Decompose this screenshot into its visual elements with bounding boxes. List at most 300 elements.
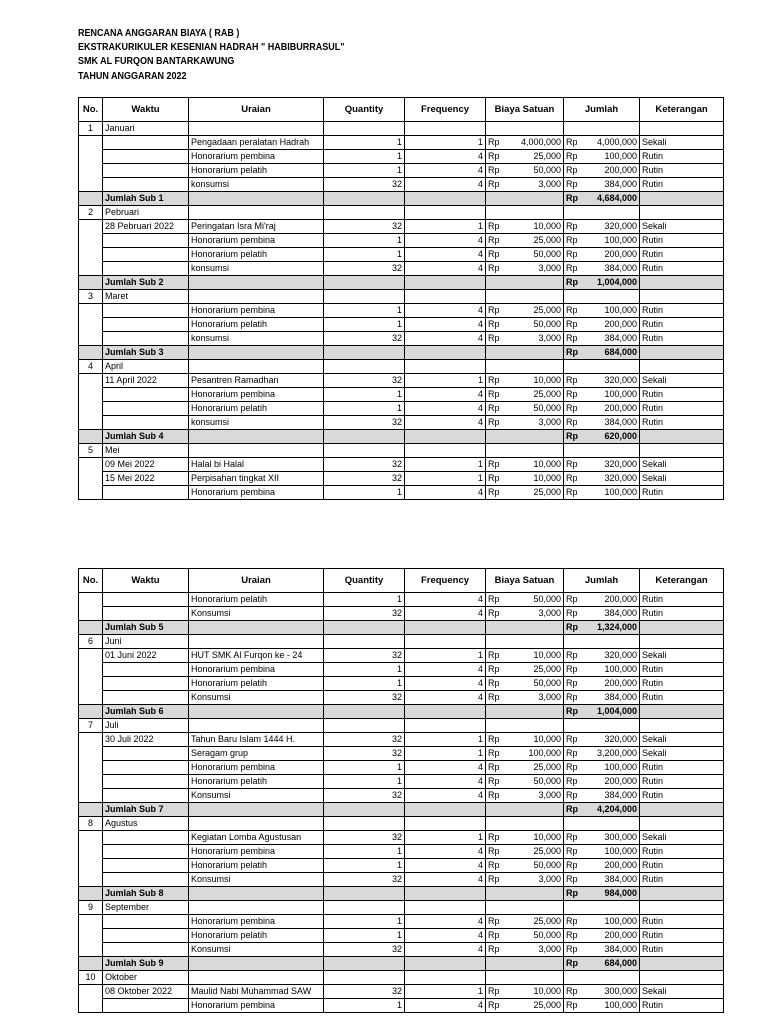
month-row (79, 817, 724, 831)
row-keterangan: Rutin (640, 402, 724, 416)
row-frequency: 1 (405, 472, 486, 486)
currency-label: Rp (486, 999, 500, 1013)
row-uraian: Konsumsi (189, 607, 324, 621)
budget-table-2 (78, 568, 724, 1013)
row-quantity: 1 (324, 402, 405, 416)
table-row (79, 388, 724, 402)
row-quantity: 1 (324, 164, 405, 178)
empty-cell (324, 122, 405, 136)
table-row (79, 262, 724, 276)
empty-cell (564, 290, 578, 304)
empty-cell (486, 192, 500, 206)
row-no (79, 859, 103, 873)
row-biaya-satuan: 50,000 (500, 775, 564, 789)
subtotal-label: Jumlah Sub 7 (103, 803, 189, 817)
empty-cell (189, 803, 324, 817)
row-no (79, 831, 103, 845)
currency-label: Rp (486, 458, 500, 472)
row-biaya-satuan: 25,000 (500, 999, 564, 1013)
row-biaya-satuan: 3,000 (500, 416, 564, 430)
row-no (79, 136, 103, 150)
row-jumlah: 200,000 (578, 248, 640, 262)
col-keterangan: Keterangan (640, 98, 724, 122)
row-biaya-satuan: 25,000 (500, 388, 564, 402)
row-jumlah: 100,000 (578, 845, 640, 859)
month-row (79, 901, 724, 915)
month-name: Oktober (103, 971, 189, 985)
empty-cell (578, 635, 640, 649)
row-biaya-satuan: 3,000 (500, 607, 564, 621)
row-no (79, 304, 103, 318)
empty-cell (578, 290, 640, 304)
empty-cell (564, 206, 578, 220)
row-waktu (103, 873, 189, 887)
currency-label: Rp (486, 374, 500, 388)
row-keterangan: Sekali (640, 374, 724, 388)
row-jumlah: 384,000 (578, 262, 640, 276)
currency-label: Rp (564, 803, 578, 817)
currency-label: Rp (564, 318, 578, 332)
empty-cell (500, 290, 564, 304)
empty-cell (500, 971, 564, 985)
subtotal-label: Jumlah Sub 4 (103, 430, 189, 444)
row-quantity: 32 (324, 733, 405, 747)
row-frequency: 1 (405, 374, 486, 388)
row-frequency: 4 (405, 304, 486, 318)
table-row (79, 178, 724, 192)
empty-cell (405, 276, 486, 290)
empty-cell (486, 430, 500, 444)
row-biaya-satuan: 50,000 (500, 859, 564, 873)
currency-label: Rp (564, 607, 578, 621)
currency-label: Rp (486, 607, 500, 621)
empty-cell (564, 635, 578, 649)
row-frequency: 4 (405, 775, 486, 789)
row-jumlah: 320,000 (578, 472, 640, 486)
subtotal-row (79, 887, 724, 901)
currency-label: Rp (486, 234, 500, 248)
table-row (79, 789, 724, 803)
row-waktu (103, 607, 189, 621)
currency-label: Rp (564, 845, 578, 859)
row-keterangan: Rutin (640, 845, 724, 859)
row-no (79, 761, 103, 775)
table-row (79, 136, 724, 150)
subtotal-label: Jumlah Sub 9 (103, 957, 189, 971)
row-frequency: 4 (405, 677, 486, 691)
empty-cell (640, 122, 724, 136)
empty-cell (640, 206, 724, 220)
row-waktu: 01 Juni 2022 (103, 649, 189, 663)
currency-label: Rp (564, 915, 578, 929)
row-uraian: Honorarium pembina (189, 304, 324, 318)
empty-cell (500, 360, 564, 374)
currency-label: Rp (564, 402, 578, 416)
col-quantity: Quantity (324, 98, 405, 122)
empty-cell (640, 276, 724, 290)
row-uraian: HUT SMK Al Furqon ke - 24 (189, 649, 324, 663)
row-frequency: 4 (405, 262, 486, 276)
empty-cell (405, 290, 486, 304)
row-jumlah: 384,000 (578, 607, 640, 621)
row-waktu (103, 248, 189, 262)
row-quantity: 1 (324, 234, 405, 248)
col-uraian: Uraian (189, 98, 324, 122)
row-no (79, 220, 103, 234)
empty-cell (578, 817, 640, 831)
month-number: 7 (79, 719, 103, 733)
table-row (79, 164, 724, 178)
currency-label: Rp (486, 873, 500, 887)
row-biaya-satuan: 3,000 (500, 943, 564, 957)
table-row (79, 416, 724, 430)
subtotal-amount: 4,684,000 (578, 192, 640, 206)
empty-cell (500, 444, 564, 458)
row-uraian: Pengadaan peralatan Hadrah (189, 136, 324, 150)
row-waktu (103, 388, 189, 402)
row-no (79, 677, 103, 691)
month-name: Maret (103, 290, 189, 304)
row-frequency: 1 (405, 649, 486, 663)
currency-label: Rp (564, 649, 578, 663)
row-biaya-satuan: 50,000 (500, 318, 564, 332)
row-no (79, 388, 103, 402)
col-biaya-satuan: Biaya Satuan (486, 569, 564, 593)
row-quantity: 1 (324, 915, 405, 929)
row-no (79, 621, 103, 635)
row-quantity: 32 (324, 607, 405, 621)
row-keterangan: Rutin (640, 915, 724, 929)
empty-cell (189, 817, 324, 831)
table-row (79, 845, 724, 859)
row-waktu (103, 318, 189, 332)
row-quantity: 1 (324, 761, 405, 775)
row-frequency: 4 (405, 178, 486, 192)
row-waktu (103, 178, 189, 192)
empty-cell (640, 803, 724, 817)
currency-label: Rp (564, 873, 578, 887)
row-quantity: 32 (324, 943, 405, 957)
row-waktu (103, 136, 189, 150)
table-header-row (79, 569, 724, 593)
col-frequency: Frequency (405, 98, 486, 122)
empty-cell (640, 887, 724, 901)
row-uraian: Konsumsi (189, 789, 324, 803)
row-uraian: Perpisahan tingkat XII (189, 472, 324, 486)
currency-label: Rp (486, 416, 500, 430)
row-biaya-satuan: 25,000 (500, 761, 564, 775)
empty-cell (324, 957, 405, 971)
empty-cell (486, 206, 500, 220)
col-waktu: Waktu (103, 98, 189, 122)
table-row (79, 486, 724, 500)
empty-cell (640, 957, 724, 971)
currency-label: Rp (486, 649, 500, 663)
row-uraian: Maulid Nabi Muhammad SAW (189, 985, 324, 999)
currency-label: Rp (486, 318, 500, 332)
table-row (79, 985, 724, 999)
row-no (79, 663, 103, 677)
empty-cell (189, 705, 324, 719)
row-frequency: 4 (405, 164, 486, 178)
empty-cell (640, 901, 724, 915)
empty-cell (640, 971, 724, 985)
row-no (79, 346, 103, 360)
row-waktu (103, 691, 189, 705)
currency-label: Rp (486, 747, 500, 761)
row-frequency: 1 (405, 747, 486, 761)
table-row (79, 929, 724, 943)
row-no (79, 192, 103, 206)
currency-label: Rp (564, 388, 578, 402)
row-waktu: 08 Oktober 2022 (103, 985, 189, 999)
row-quantity: 1 (324, 775, 405, 789)
row-uraian: Honorarium pelatih (189, 929, 324, 943)
row-jumlah: 200,000 (578, 593, 640, 607)
empty-cell (405, 817, 486, 831)
empty-cell (189, 192, 324, 206)
empty-cell (324, 817, 405, 831)
budget-year: TAHUN ANGGARAN 2022 (78, 70, 187, 82)
row-waktu (103, 747, 189, 761)
currency-label: Rp (486, 929, 500, 943)
empty-cell (405, 192, 486, 206)
currency-label: Rp (486, 332, 500, 346)
currency-label: Rp (564, 761, 578, 775)
row-uraian: Konsumsi (189, 691, 324, 705)
empty-cell (564, 971, 578, 985)
row-jumlah: 100,000 (578, 150, 640, 164)
table-header-row (79, 98, 724, 122)
month-number: 4 (79, 360, 103, 374)
row-frequency: 4 (405, 150, 486, 164)
empty-cell (405, 346, 486, 360)
row-frequency: 4 (405, 761, 486, 775)
col-uraian: Uraian (189, 569, 324, 593)
month-number: 9 (79, 901, 103, 915)
subtotal-row (79, 276, 724, 290)
table-row (79, 332, 724, 346)
row-uraian: Honorarium pelatih (189, 248, 324, 262)
month-name: Mei (103, 444, 189, 458)
row-no (79, 262, 103, 276)
row-quantity: 32 (324, 220, 405, 234)
row-no (79, 416, 103, 430)
row-waktu (103, 663, 189, 677)
row-keterangan: Rutin (640, 999, 724, 1013)
row-no (79, 430, 103, 444)
empty-cell (405, 803, 486, 817)
row-quantity: 1 (324, 486, 405, 500)
row-keterangan: Rutin (640, 859, 724, 873)
month-name: Juni (103, 635, 189, 649)
row-uraian: Honorarium pelatih (189, 318, 324, 332)
row-waktu (103, 304, 189, 318)
currency-label: Rp (486, 178, 500, 192)
row-jumlah: 200,000 (578, 677, 640, 691)
empty-cell (486, 971, 500, 985)
empty-cell (324, 705, 405, 719)
empty-cell (578, 444, 640, 458)
table-row (79, 999, 724, 1013)
row-waktu (103, 775, 189, 789)
month-name: April (103, 360, 189, 374)
currency-label: Rp (564, 831, 578, 845)
empty-cell (500, 887, 564, 901)
row-uraian: Honorarium pelatih (189, 775, 324, 789)
row-keterangan: Rutin (640, 416, 724, 430)
subtotal-amount: 4,204,000 (578, 803, 640, 817)
row-quantity: 1 (324, 248, 405, 262)
row-frequency: 4 (405, 416, 486, 430)
month-number: 8 (79, 817, 103, 831)
currency-label: Rp (486, 943, 500, 957)
empty-cell (405, 957, 486, 971)
currency-label: Rp (486, 402, 500, 416)
currency-label: Rp (486, 845, 500, 859)
subtotal-amount: 1,324,000 (578, 621, 640, 635)
row-no (79, 164, 103, 178)
row-waktu: 15 Mei 2022 (103, 472, 189, 486)
empty-cell (189, 719, 324, 733)
empty-cell (405, 719, 486, 733)
empty-cell (564, 901, 578, 915)
currency-label: Rp (564, 887, 578, 901)
row-biaya-satuan: 10,000 (500, 472, 564, 486)
subtotal-row (79, 957, 724, 971)
month-name: Pebruari (103, 206, 189, 220)
empty-cell (500, 719, 564, 733)
row-biaya-satuan: 25,000 (500, 663, 564, 677)
row-no (79, 248, 103, 262)
row-biaya-satuan: 3,000 (500, 873, 564, 887)
empty-cell (564, 360, 578, 374)
row-quantity: 1 (324, 318, 405, 332)
subtotal-amount: 1,004,000 (578, 276, 640, 290)
row-jumlah: 200,000 (578, 859, 640, 873)
empty-cell (500, 635, 564, 649)
row-biaya-satuan: 25,000 (500, 915, 564, 929)
currency-label: Rp (486, 136, 500, 150)
empty-cell (405, 430, 486, 444)
row-frequency: 4 (405, 332, 486, 346)
row-frequency: 1 (405, 831, 486, 845)
row-keterangan: Rutin (640, 789, 724, 803)
empty-cell (324, 901, 405, 915)
empty-cell (405, 444, 486, 458)
row-jumlah: 384,000 (578, 789, 640, 803)
row-biaya-satuan: 50,000 (500, 677, 564, 691)
empty-cell (486, 635, 500, 649)
month-number: 10 (79, 971, 103, 985)
row-biaya-satuan: 25,000 (500, 486, 564, 500)
empty-cell (578, 122, 640, 136)
row-quantity: 1 (324, 593, 405, 607)
row-biaya-satuan: 25,000 (500, 304, 564, 318)
row-no (79, 402, 103, 416)
subtotal-label: Jumlah Sub 6 (103, 705, 189, 719)
table-row (79, 915, 724, 929)
row-keterangan: Rutin (640, 262, 724, 276)
row-quantity: 1 (324, 150, 405, 164)
row-uraian: Honorarium pembina (189, 761, 324, 775)
subtotal-row (79, 430, 724, 444)
month-name: Agustus (103, 817, 189, 831)
row-jumlah: 384,000 (578, 943, 640, 957)
row-biaya-satuan: 25,000 (500, 845, 564, 859)
row-jumlah: 100,000 (578, 486, 640, 500)
empty-cell (578, 901, 640, 915)
empty-cell (189, 206, 324, 220)
currency-label: Rp (564, 150, 578, 164)
month-number: 5 (79, 444, 103, 458)
empty-cell (324, 430, 405, 444)
empty-cell (189, 430, 324, 444)
row-no (79, 472, 103, 486)
currency-label: Rp (564, 859, 578, 873)
empty-cell (486, 290, 500, 304)
currency-label: Rp (486, 789, 500, 803)
row-uraian: Honorarium pelatih (189, 677, 324, 691)
row-no (79, 691, 103, 705)
row-quantity: 1 (324, 388, 405, 402)
empty-cell (189, 901, 324, 915)
month-row (79, 290, 724, 304)
row-keterangan: Rutin (640, 304, 724, 318)
row-no (79, 374, 103, 388)
col-biaya-satuan: Biaya Satuan (486, 98, 564, 122)
col-frequency: Frequency (405, 569, 486, 593)
row-no (79, 705, 103, 719)
empty-cell (500, 430, 564, 444)
currency-label: Rp (564, 663, 578, 677)
row-jumlah: 200,000 (578, 318, 640, 332)
empty-cell (486, 901, 500, 915)
empty-cell (189, 360, 324, 374)
row-frequency: 4 (405, 234, 486, 248)
row-quantity: 32 (324, 374, 405, 388)
row-frequency: 4 (405, 607, 486, 621)
empty-cell (640, 360, 724, 374)
row-quantity: 1 (324, 304, 405, 318)
currency-label: Rp (564, 593, 578, 607)
currency-label: Rp (564, 276, 578, 290)
row-quantity: 1 (324, 845, 405, 859)
row-frequency: 1 (405, 985, 486, 999)
row-jumlah: 384,000 (578, 691, 640, 705)
row-uraian: Honorarium pembina (189, 150, 324, 164)
row-biaya-satuan: 10,000 (500, 733, 564, 747)
row-keterangan: Rutin (640, 677, 724, 691)
table-row (79, 733, 724, 747)
month-name: September (103, 901, 189, 915)
subtotal-label: Jumlah Sub 8 (103, 887, 189, 901)
row-jumlah: 320,000 (578, 649, 640, 663)
row-quantity: 32 (324, 831, 405, 845)
empty-cell (640, 719, 724, 733)
subtotal-row (79, 621, 724, 635)
row-waktu (103, 915, 189, 929)
row-no (79, 985, 103, 999)
row-biaya-satuan: 25,000 (500, 150, 564, 164)
table-row (79, 761, 724, 775)
subtotal-row (79, 705, 724, 719)
empty-cell (486, 360, 500, 374)
row-uraian: Honorarium pembina (189, 845, 324, 859)
row-no (79, 150, 103, 164)
row-waktu: 11 April 2022 (103, 374, 189, 388)
month-row (79, 206, 724, 220)
